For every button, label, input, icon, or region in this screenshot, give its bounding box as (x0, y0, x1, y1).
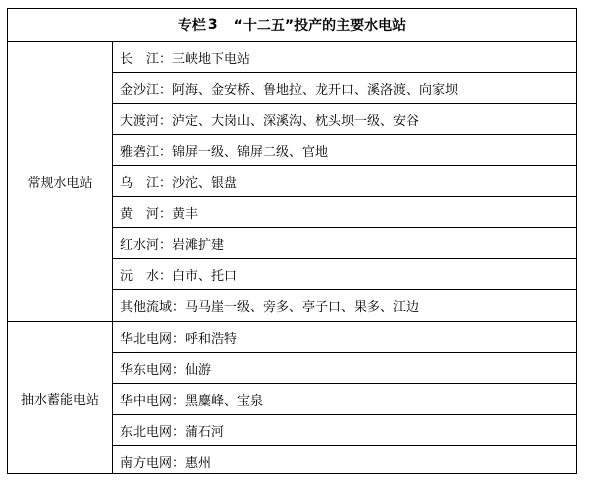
separator: ： (159, 206, 173, 222)
table-row (113, 166, 576, 197)
separator: ： (172, 331, 186, 347)
separator: ： (159, 51, 173, 67)
basin-name: 雅砻江 (120, 144, 160, 160)
separator: ： (159, 237, 173, 253)
basin-name: 其他流域 (120, 300, 173, 315)
station-list: 马马崖一级、旁多、亭子口、果多、江边 (185, 300, 420, 315)
table-row (113, 197, 576, 228)
separator: ： (159, 268, 173, 284)
table-row (113, 42, 576, 73)
station-list: 泸定、大岗山、深溪沟、枕头坝一级、安谷 (172, 113, 420, 129)
basin-name: 大渡河 (120, 113, 160, 129)
title-text: “十二五”投产的主要水电站 (233, 18, 407, 34)
basin-name: 乌 江 (120, 175, 160, 191)
station-list: 黄丰 (172, 206, 199, 222)
separator: ： (159, 113, 173, 129)
pumped-storage-group (8, 322, 576, 474)
group-label: 常规水电站 (8, 42, 113, 321)
basin-name: 长 江 (120, 51, 160, 67)
table-row (113, 322, 576, 353)
separator: ： (159, 144, 173, 160)
basin-name: 红水河 (120, 237, 160, 253)
station-list: 蒲石河 (185, 424, 225, 440)
grid-name: 东北电网 (120, 424, 173, 440)
table-row (113, 73, 576, 104)
separator: ： (159, 175, 173, 191)
group-rows (113, 322, 576, 477)
title-prefix: 专栏 (177, 18, 206, 34)
basin-name: 黄 河 (120, 206, 160, 222)
table-row (113, 384, 576, 415)
separator: ： (159, 82, 173, 98)
station-list: 阿海、金安桥、鲁地拉、龙开口、溪洛渡、向家坝 (172, 82, 459, 98)
separator: ： (172, 300, 186, 315)
station-list: 惠州 (185, 456, 212, 471)
separator: ： (172, 362, 186, 378)
station-list: 岩滩扩建 (172, 237, 225, 253)
station-list: 呼和浩特 (185, 331, 238, 347)
conventional-hydropower-group (8, 42, 576, 322)
grid-name: 华中电网 (120, 393, 173, 409)
separator: ： (172, 393, 186, 409)
station-list: 锦屏一级、锦屏二级、官地 (172, 144, 329, 160)
grid-name: 华东电网 (120, 362, 173, 378)
group-rows (113, 42, 576, 321)
table-row (113, 135, 576, 166)
grid-name: 南方电网 (120, 456, 173, 471)
separator: ： (172, 424, 186, 440)
table-row (113, 104, 576, 135)
table-row (113, 353, 576, 384)
table-title (8, 9, 576, 42)
table-row (113, 228, 576, 259)
station-list: 三峡地下电站 (172, 51, 251, 67)
group-label: 抽水蓄能电站 (8, 322, 113, 474)
basin-name: 沅 水 (120, 268, 160, 284)
station-list: 沙沱、银盘 (172, 175, 238, 191)
station-list: 仙游 (185, 362, 212, 378)
table-row (113, 415, 576, 446)
station-list: 黑麋峰、宝泉 (185, 393, 264, 409)
table-row (113, 290, 576, 321)
title-number: 3 (207, 17, 218, 33)
hydropower-table (7, 8, 577, 474)
separator: ： (172, 456, 186, 471)
basin-name: 金沙江 (120, 82, 160, 98)
table-row (113, 259, 576, 290)
table-row (113, 446, 576, 477)
grid-name: 华北电网 (120, 331, 173, 347)
station-list: 白市、托口 (172, 268, 238, 284)
